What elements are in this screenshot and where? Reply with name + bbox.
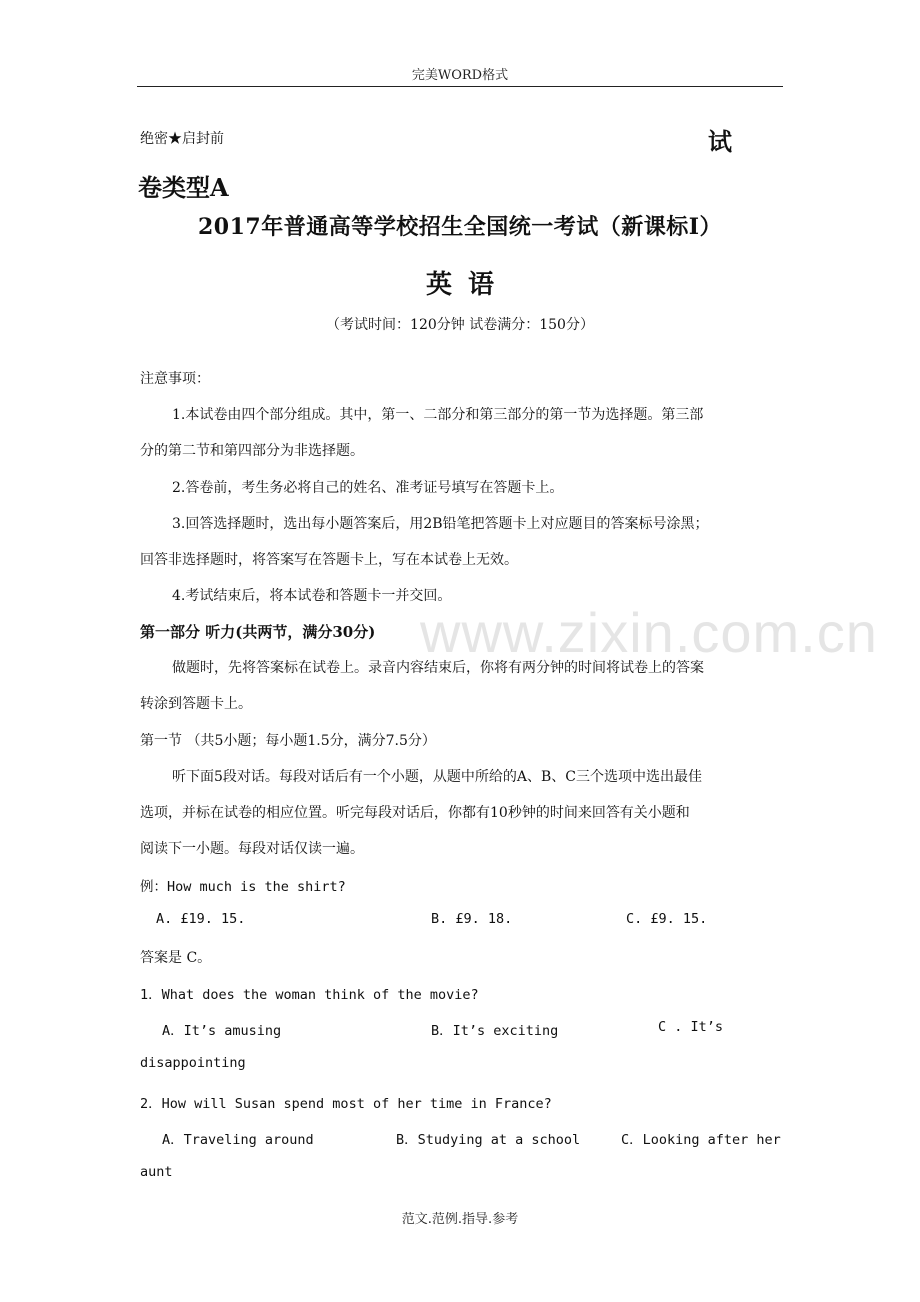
question-option-c: C．Looking after her — [621, 1132, 781, 1148]
exam-info: （考试时间：120分钟 试卷满分：150分） — [326, 317, 594, 333]
question-option-b: B．Studying at a school — [396, 1132, 581, 1148]
notice-item: 分的第二节和第四部分为非选择题。 — [140, 443, 364, 459]
section1-instruction: 选项，并标在试卷的相应位置。听完每段对话后，你都有10秒钟的时间来回答有关小题和 — [140, 805, 690, 821]
example-option-a: A. £19. 15. — [156, 911, 246, 927]
secret-label: 绝密★启封前 — [140, 131, 224, 147]
question-option-b: B．It’s exciting — [431, 1023, 559, 1039]
page-header: 完美WORD格式 — [411, 68, 509, 83]
example-question: 例：How much is the shirt? — [140, 879, 346, 895]
part1-heading: 第一部分 听力(共两节，满分30分) — [140, 623, 376, 641]
question-option-c: C . It’s — [658, 1019, 724, 1035]
section1-instruction: 阅读下一小题。每段对话仅读一遍。 — [140, 841, 364, 857]
question-option-a: A．Traveling around — [162, 1132, 314, 1148]
part1-instruction: 转涂到答题卡上。 — [140, 696, 252, 712]
question-option-c-cont: disappointing — [140, 1055, 246, 1071]
notice-item: 1.本试卷由四个部分组成。其中，第一、二部分和第三部分的第一节为选择题。第三部 — [172, 407, 704, 423]
section1-instruction: 听下面5段对话。每段对话后有一个小题，从题中所给的A、B、C三个选项中选出最佳 — [172, 769, 703, 785]
exam-title: 2017年普通高等学校招生全国统一考试（新课标Ⅰ） — [197, 214, 723, 240]
question-text: 1．What does the woman think of the movie? — [140, 987, 479, 1003]
question-option-a: A．It’s amusing — [162, 1023, 282, 1039]
header-rule — [137, 86, 783, 87]
notice-item: 3.回答选择题时，选出每小题答案后，用2B铅笔把答题卡上对应题目的答案标号涂黑； — [172, 516, 709, 532]
notice-item: 回答非选择题时，将答案写在答题卡上，写在本试卷上无效。 — [140, 552, 518, 568]
paper-type-part1: 试 — [708, 127, 732, 156]
page-footer: 范文.范例.指导.参考 — [401, 1212, 519, 1227]
example-answer: 答案是 C。 — [140, 950, 212, 966]
section1-heading: 第一节 （共5小题；每小题1.5分，满分7.5分） — [140, 733, 436, 749]
paper-type-part2: 卷类型A — [138, 173, 229, 202]
notice-heading: 注意事项： — [140, 371, 210, 387]
notice-item: 4.考试结束后，将本试卷和答题卡一并交回。 — [172, 588, 452, 604]
example-option-c: C. £9. 15. — [626, 911, 708, 927]
notice-item: 2.答卷前，考生务必将自己的姓名、准考证号填写在答题卡上。 — [172, 480, 564, 496]
example-option-b: B. £9. 18. — [431, 911, 513, 927]
part1-instruction: 做题时，先将答案标在试卷上。录音内容结束后，你将有两分钟的时间将试卷上的答案 — [172, 660, 704, 676]
watermark: www.zixin.com.cn — [420, 601, 878, 664]
question-option-c-cont: aunt — [140, 1164, 173, 1180]
subject-title: 英语 — [425, 270, 510, 300]
question-text: 2．How will Susan spend most of her time in France? — [140, 1096, 552, 1112]
